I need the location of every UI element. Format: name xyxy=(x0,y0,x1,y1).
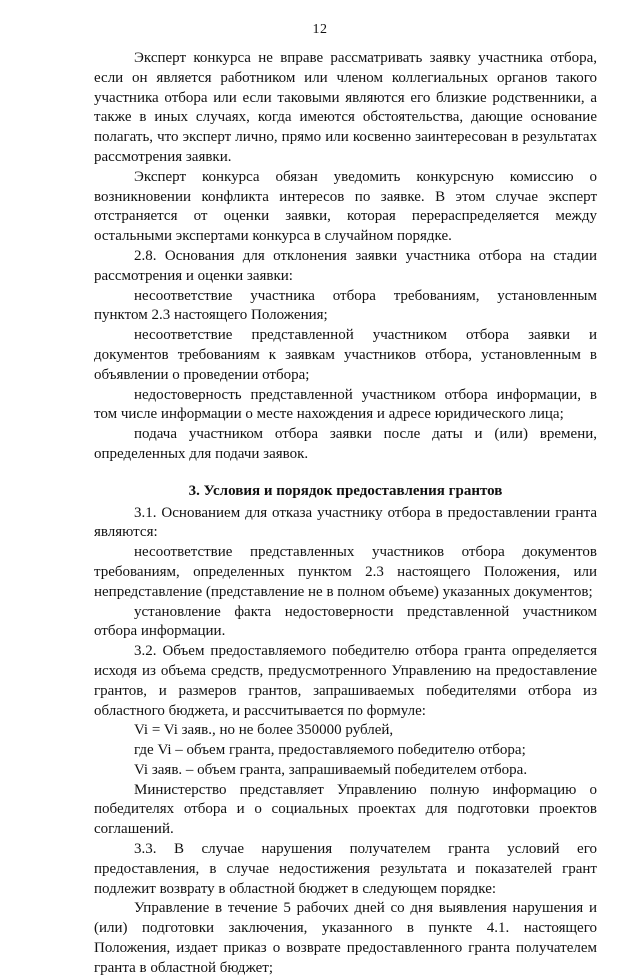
paragraph: Министерство представляет Управлению полную информацию о победителях отбора и о социальных проектах для подготовки проектов соглашений. xyxy=(94,781,597,838)
paragraph: подача участником отбора заявки после даты и (или) времени, определенных для подачи заявок. xyxy=(94,426,597,462)
paragraph: Эксперт конкурса не вправе рассматривать заявку участника отбора, если он является работником или членом коллегиальных органов такого участника отбора или если таковыми являются его близкие родственники, а также в иных случаях, когда имеются обстоятельства, дающие основание полагать, что эксперт лично, прямо или косвенно заинтересован в результатах рассмотрения заявки. xyxy=(94,50,597,165)
formula-line: Vi = Vi заяв., но не более 350000 рублей, xyxy=(134,722,394,739)
paragraph: недостоверность представленной участником отбора информации, в том числе информации о месте нахождения и адресе юридического лица; xyxy=(94,386,597,423)
section-heading: 3. Условия и порядок предоставления грантов xyxy=(188,482,503,499)
paragraph: 2.8. Основания для отклонения заявки участника отбора на стадии рассмотрения и оценки заявки: xyxy=(94,247,597,284)
document-body xyxy=(94,49,597,979)
formula-line: Vi заяв. – объем гранта, запрашиваемый победителем отбора. xyxy=(134,761,528,778)
paragraph: несоответствие участника отбора требованиям, установленным пунктом 2.3 настоящего Положения; xyxy=(94,287,597,324)
paragraph: 3.3. В случае нарушения получателем гранта условий его предоставления, в случае недостижения результата и показателей грант подлежит возврату в областной бюджет в следующем порядке: xyxy=(94,841,597,897)
formula-line: где Vi – объем гранта, предоставляемого победителю отбора; xyxy=(134,742,526,759)
paragraph: несоответствие представленной участником отбора заявки и документов требованиям к заявкам участников отбора, установленным в объявлении о проведении отбора; xyxy=(94,327,597,383)
paragraph: несоответствие представленных участников отбора документов требованиям, определенных пунктом 2.3 настоящего Положения, или непредставление (представление не в полном объеме) указанных документов; xyxy=(94,544,597,600)
paragraph: Эксперт конкурса обязан уведомить конкурсную комиссию о возникновении конфликта интересов по заявке. В этом случае эксперт отстраняется от оценки заявки, которая перераспределяется между остальными экспертами конкурса в случайном порядке. xyxy=(94,168,597,245)
page-number: 12 xyxy=(312,22,328,37)
paragraph: Управление в течение 5 рабочих дней со дня выявления нарушения и (или) подготовки заключения, указанного в пункте 4.1. настоящего Положения, издает приказ о возврате предоставленного гранта получателем гранта в областной бюджет; xyxy=(94,900,597,976)
paragraph: 3.2. Объем предоставляемого победителю отбора гранта определяется исходя из объема средств, предусмотренного Управлению на предоставление грантов, и размеров грантов, запрашиваемых победителями отбора из областного бюджета, и рассчитывается по формуле: xyxy=(94,643,597,719)
paragraph: 3.1. Основанием для отказа участнику отбора в предоставлении гранта являются: xyxy=(94,504,597,541)
paragraph: установление факта недостоверности представленной участником отбора информации. xyxy=(94,603,597,640)
